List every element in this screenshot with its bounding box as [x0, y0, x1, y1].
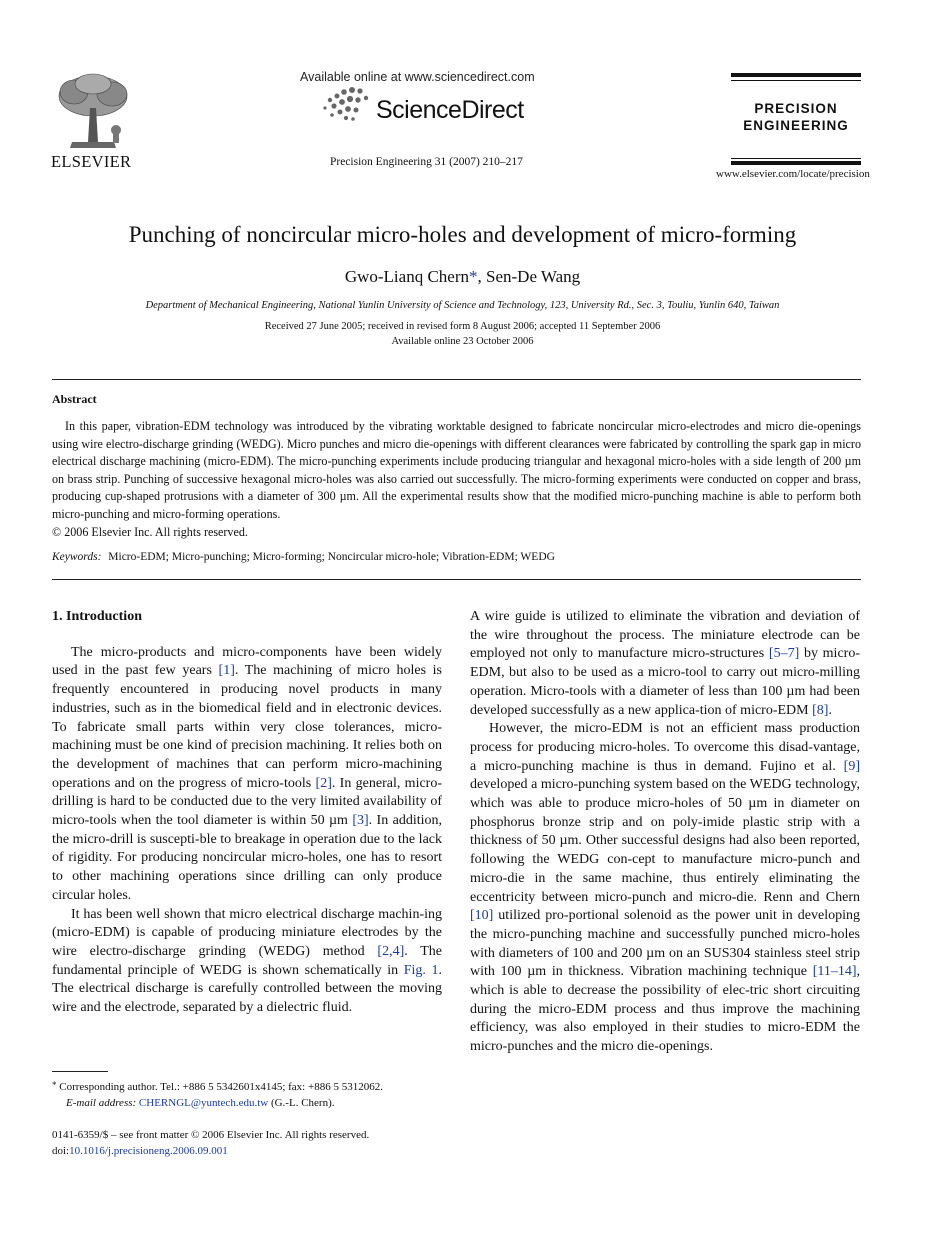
doi-label: doi: [52, 1144, 70, 1157]
section-divider [52, 579, 861, 580]
article-history [0, 320, 925, 349]
section-divider [52, 379, 861, 380]
section-heading: 1. Introduction [52, 609, 142, 624]
doi-link[interactable]: 10.1016/j.precisioneng.2006.09.001 [69, 1144, 228, 1157]
front-matter [52, 1128, 369, 1159]
text-run: by micro-EDM, but also to be used as a micro-tool to carry out micro-milling operation. Micro-tools with a diameter of less than 100 µm had been developed successfully as a new applica-tion of micro-EDM [470, 646, 860, 718]
article-title: Punching of noncircular micro-holes and development of micro-forming [128, 222, 797, 247]
issn-line: 0141-6359/$ – see front matter © 2006 Elsevier Inc. All rights reserved. [52, 1129, 370, 1141]
text-run: utilized pro-portional solenoid as the power unit in developing the micro-punching machine and successfully punched micro-holes with diameters of 100 and 200 µm on an SUS304 stainless steel strip with 100 µm in thickness. Vibration machining technique [470, 908, 860, 980]
text-run: . In addition, the micro-drill is suscepti-ble to breakage in operation due to the lack of rigidity. For producing noncircular micro-holes, one has to resort to other machining operations since drilling can only produce circular holes. [52, 813, 442, 903]
paragraph [470, 608, 860, 720]
text-run: . In general, micro-drilling is hard to be conducted due to the very limited availability of micro-tools when the tool diameter is within 50 µm [52, 775, 442, 829]
text-run: . The fundamental principle of WEDG is shown schematically in [52, 943, 442, 978]
author-list [0, 267, 925, 287]
affiliation: Department of Mechanical Engineering, National Yunlin University of Science and Technology, 123, University Rd., Sec. 3, Touliu, Yunlin 640, Taiwan [145, 300, 780, 311]
citation-link[interactable]: [2] [315, 775, 332, 791]
keywords-label: Keywords: [52, 551, 102, 563]
footnote-mark: * [52, 1080, 57, 1090]
paragraph [52, 906, 442, 1018]
sciencedirect-dots-logo-icon [322, 86, 374, 131]
email-link[interactable]: CHERNGL@yuntech.edu.tw [138, 1096, 269, 1109]
text-run: It has been well shown that micro electrical discharge machin-ing (micro-EDM) is capable of producing miniature electrodes by the wire electro-discharge grinding (WEDG) method [52, 906, 442, 959]
abstract-heading: Abstract [52, 392, 97, 406]
text-run: developed a micro-punching system based on the WEDG technology, which was able to produce micro-holes of 50 µm in diameter on phosphorus bronze strip and on poly-imide plastic strip with a thickness of 50 µm. Other successful designs had also been reported, following the WEDG con-cept to manufacture micro-punch and micro-die in the same machine, thus entirely eliminating the eccentricity between micro-punch and micro-die. Renn and Chern [470, 777, 860, 905]
corresponding-author-note [52, 1078, 452, 1096]
text-run: . The electrical discharge is carefully controlled between the moving wire and the electrode, separated by a dielectric fluid. [52, 962, 442, 1016]
email-line [52, 1096, 452, 1112]
footnote-text: Corresponding author. Tel.: +886 5 5342601x4145; fax: +886 5 5312062. [56, 1081, 383, 1093]
abstract-copyright: © 2006 Elsevier Inc. All rights reserved. [52, 524, 248, 539]
body-column-right [470, 608, 860, 1057]
author-name: Gwo-Lianq Chern [344, 267, 469, 286]
author-name: Sen-De Wang [486, 267, 581, 286]
journal-rule [731, 158, 861, 159]
figure-link[interactable]: Fig. 1 [403, 962, 439, 978]
journal-title-line: ENGINEERING [743, 118, 849, 133]
abstract-text: In this paper, vibration-EDM technology was introduced by the vibrating worktable designed to fabricate noncircular micro-electrodes and micro die-openings using wire electro-discharge grinding (WEDG). Micro punches and micro die-openings with different clearances were fabricated by controlling the spark gap in micro electrical discharge machining (micro-EDM). The micro-punching experiments include producing triangular and hexagonal micro-holes with a side length of 200 µm on brass strip. Punching of successive hexagonal micro-holes was also carried out successfully. The micro-forming experiments were conducted on copper and brass, producing cup-shaped protrusions with a diameter of 300 µm. All the experimental results show that the modified micro-punching machine is able to perform both micro-punching and micro-forming operations. [52, 419, 861, 521]
abstract-body [52, 418, 861, 541]
body-column-left [52, 608, 442, 1018]
citation-link[interactable]: [5–7] [768, 646, 800, 662]
corresponding-author-link[interactable]: * [469, 267, 478, 286]
text-run: . The machining of micro holes is frequently encountered in producing novel products in many industries, such as in the biomedical field and in electronic devices. To fabricate small parts within very close tolerances, micro-machining must be one kind of precision machining. It relies both on the development of machines that can perform micro-machining operations and on the progress of micro-tools [52, 663, 442, 791]
journal-rule [731, 80, 861, 81]
publisher-wordmark: ELSEVIER [51, 152, 132, 171]
received-dates: Received 27 June 2005; received in revised form 8 August 2006; accepted 11 September 2006 [264, 321, 661, 332]
text-run: The micro-products and micro-components have been widely used in the past few years [52, 644, 442, 679]
citation-link[interactable]: [10] [470, 908, 494, 924]
journal-url-link[interactable]: www.elsevier.com/locate/precision [716, 168, 870, 180]
citation-link[interactable]: [3] [352, 813, 369, 829]
journal-citation: Precision Engineering 31 (2007) 210–217 [330, 156, 523, 168]
text-run: , which is able to decrease the possibility of elec-tric short circuiting during the micro-EDM process and thus improve the machining efficiency, was also employed in their studies to micro-EDM the micro-punches and the micro die-openings. [470, 964, 860, 1055]
email-label: E-mail address: [66, 1096, 137, 1109]
citation-link[interactable]: [1] [218, 663, 235, 679]
doi-line [52, 1144, 369, 1160]
text-run: However, the micro-EDM is not an efficient mass production process for producing micro-holes. To overcome this disad-vantage, a micro-punching machine is thus in demand. Fujino et al. [470, 721, 860, 774]
journal-title-line: PRECISION [754, 101, 838, 116]
text-run: . [828, 702, 832, 718]
footnote [52, 1078, 452, 1111]
journal-title [731, 100, 861, 134]
journal-rule [731, 73, 861, 77]
citation-link[interactable]: [2,4] [377, 943, 405, 959]
paragraph [52, 644, 442, 906]
citation-link[interactable]: [9] [843, 758, 860, 774]
available-online-note[interactable]: Available online at www.sciencedirect.com [300, 70, 535, 84]
author-separator: , [477, 267, 486, 286]
sciencedirect-wordmark: ScienceDirect [376, 96, 524, 124]
journal-rule [731, 161, 861, 165]
available-online-date: Available online 23 October 2006 [391, 335, 534, 347]
paragraph [470, 720, 860, 1057]
citation-link[interactable]: [11–14] [812, 964, 857, 980]
keywords [52, 551, 555, 563]
footnote-rule [52, 1071, 108, 1072]
citation-link[interactable]: [8] [812, 702, 829, 718]
keywords-list: Micro-EDM; Micro-punching; Micro-forming; Noncircular micro-hole; Vibration-EDM; WEDG [108, 551, 555, 563]
text-run: A wire guide is utilized to eliminate the vibration and deviation of the wire throughout the process. The miniature electrode can be employed not only to manufacture micro-structures [470, 609, 860, 662]
email-suffix: (G.-L. Chern). [268, 1096, 335, 1109]
